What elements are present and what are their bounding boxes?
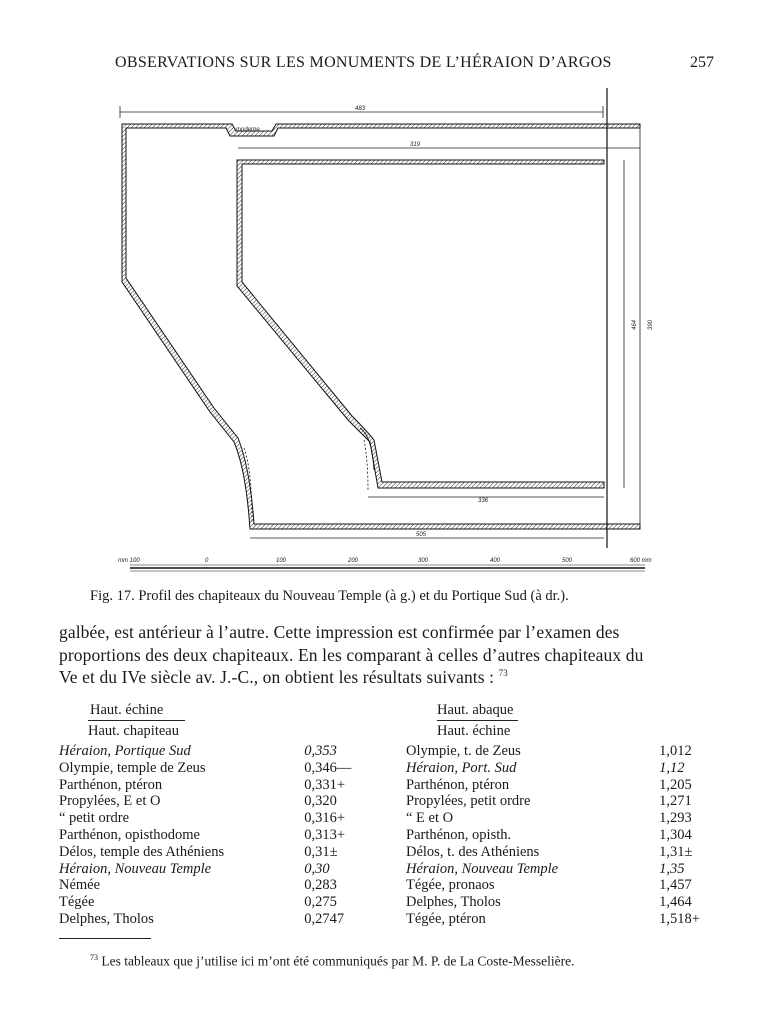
dimension-label-bottom-inner: 336	[478, 498, 489, 504]
profile-nouveau-temple	[122, 124, 640, 529]
dimension-bottom-inner	[368, 497, 604, 504]
row-value: 0,346—	[304, 759, 352, 776]
footnote-marker: 73	[90, 953, 98, 962]
row-value: 0,30	[304, 860, 330, 877]
dimension-label-height-b: 390	[648, 319, 654, 330]
dimension-bottom-outer	[250, 532, 604, 538]
table-row	[59, 793, 359, 810]
dimension-vertical	[624, 128, 654, 524]
dimension-label-height-a: 464	[632, 319, 638, 330]
row-value: 1,12	[659, 759, 685, 776]
row-label: Héraion, Port. Sud	[406, 759, 517, 776]
row-label: Héraion, Portique Sud	[59, 743, 191, 759]
scale-label-4: 300	[418, 558, 429, 564]
row-label: Delphes, Tholos	[59, 910, 154, 927]
row-value: 0,275	[304, 894, 337, 911]
row-label: Délos, t. des Athéniens	[406, 843, 540, 860]
left-numerator: Haut. échine	[88, 702, 185, 721]
table-row	[59, 861, 359, 878]
table-row	[59, 877, 359, 894]
table-row	[406, 911, 716, 928]
figure-caption: Fig. 17. Profil des chapiteaux du Nouveau Temple (à g.) et du Portique Sud (à dr.).	[90, 588, 569, 604]
body-line-1: galbée, est antérieur à l’autre. Cette impression est confirmée par l’examen des	[59, 622, 620, 642]
row-value: 0,320	[304, 793, 337, 810]
scale-label-5: 400	[490, 558, 501, 564]
row-label: Héraion, Nouveau Temple	[59, 860, 212, 877]
right-ratio-heading	[437, 702, 518, 740]
table-row	[406, 877, 716, 894]
table-row	[406, 810, 716, 827]
table-row	[59, 760, 359, 777]
table-row	[406, 861, 716, 878]
row-value: 0,313+	[304, 826, 346, 843]
dimension-inner	[238, 142, 640, 148]
scale-label-2: 100	[276, 558, 287, 564]
scale-label-1: 0	[205, 558, 209, 564]
right-numerator: Haut. abaque	[437, 702, 518, 721]
row-value: 1,31±	[659, 843, 693, 860]
row-label: Héraion, Nouveau Temple	[406, 860, 559, 877]
row-value: 1,205	[659, 776, 692, 793]
row-value: 1,293	[659, 810, 692, 827]
page-number: 257	[690, 54, 714, 71]
table-row	[406, 793, 716, 810]
table-row	[59, 894, 359, 911]
row-value: 0,31±	[304, 843, 338, 860]
row-label: “ petit ordre	[59, 810, 130, 827]
table-row	[406, 894, 716, 911]
row-label: Parthénon, opisth.	[406, 826, 512, 843]
footnote	[90, 953, 575, 970]
row-value: 0,331+	[304, 776, 346, 793]
scale-bar	[118, 558, 652, 571]
row-value: 1,518+	[659, 910, 700, 927]
right-denominator: Haut. échine	[437, 723, 511, 739]
body-line-3	[59, 667, 508, 688]
row-label: Némée	[59, 877, 101, 894]
table-row	[406, 743, 716, 760]
row-value: 0,353	[304, 743, 337, 759]
table-row	[406, 844, 716, 861]
table-row	[406, 827, 716, 844]
table-row	[59, 810, 359, 827]
row-value: 1,35	[659, 860, 685, 877]
table-row	[59, 743, 359, 760]
row-label: Propylées, petit ordre	[406, 793, 531, 810]
row-value: 0,283	[304, 877, 337, 894]
scale-label-7: 600 mm	[630, 558, 652, 564]
row-label: Parthénon, ptéron	[406, 776, 510, 793]
dimension-top	[120, 106, 603, 118]
footnote-rule	[59, 938, 151, 939]
row-value: 0,2747	[304, 910, 345, 927]
footnote-text: Les tableaux que j’utilise ici m’ont été communiqués par M. P. de La Coste-Messelière.	[101, 953, 575, 969]
body-line-2: proportions des deux chapiteaux. En les comparant à celles d’autres chapiteaux du	[59, 645, 644, 665]
scale-label-3: 200	[348, 558, 359, 564]
row-label: “ E et O	[406, 810, 454, 827]
moderne-label: moderne	[236, 127, 260, 133]
running-header: OBSERVATIONS SUR LES MONUMENTS DE L’HÉRAION D’ARGOS	[115, 54, 612, 71]
row-label: Tégée	[59, 894, 95, 911]
table-row	[406, 777, 716, 794]
scale-label-6: 500	[562, 558, 573, 564]
table-row	[59, 827, 359, 844]
row-label: Delphes, Tholos	[406, 894, 501, 911]
row-label: Propylées, E et O	[59, 793, 161, 810]
dimension-label-top: 483	[355, 106, 366, 112]
left-table	[59, 743, 359, 928]
table-row	[59, 911, 359, 928]
table-row	[59, 844, 359, 861]
row-label: Délos, temple des Athéniens	[59, 843, 225, 860]
row-value: 1,457	[659, 877, 692, 894]
row-value: 1,464	[659, 894, 692, 911]
table-row	[59, 777, 359, 794]
dimension-label-inner: 319	[410, 142, 421, 148]
right-table	[406, 743, 716, 928]
row-value: 1,304	[659, 826, 692, 843]
scale-label-0: mm 100	[118, 558, 140, 564]
row-value: 1,271	[659, 793, 692, 810]
body-line-3-text: Ve et du IVe siècle av. J.-C., on obtient les résultats suivants :	[59, 667, 495, 687]
left-ratio-heading	[88, 702, 185, 740]
row-label: Tégée, ptéron	[406, 910, 486, 927]
row-value: 1,012	[659, 743, 692, 759]
row-label: Olympie, temple de Zeus	[59, 759, 206, 776]
row-label: Olympie, t. de Zeus	[406, 743, 521, 759]
row-label: Parthénon, opisthodome	[59, 826, 200, 843]
row-label: Parthénon, ptéron	[59, 776, 163, 793]
row-label: Tégée, pronaos	[406, 877, 495, 894]
row-value: 0,316+	[304, 810, 346, 827]
profile-portique-sud	[237, 160, 604, 488]
left-denominator: Haut. chapiteau	[88, 723, 179, 739]
table-row	[406, 760, 716, 777]
footnote-reference: 73	[498, 668, 508, 679]
dimension-label-bottom-outer: 505	[416, 532, 427, 538]
